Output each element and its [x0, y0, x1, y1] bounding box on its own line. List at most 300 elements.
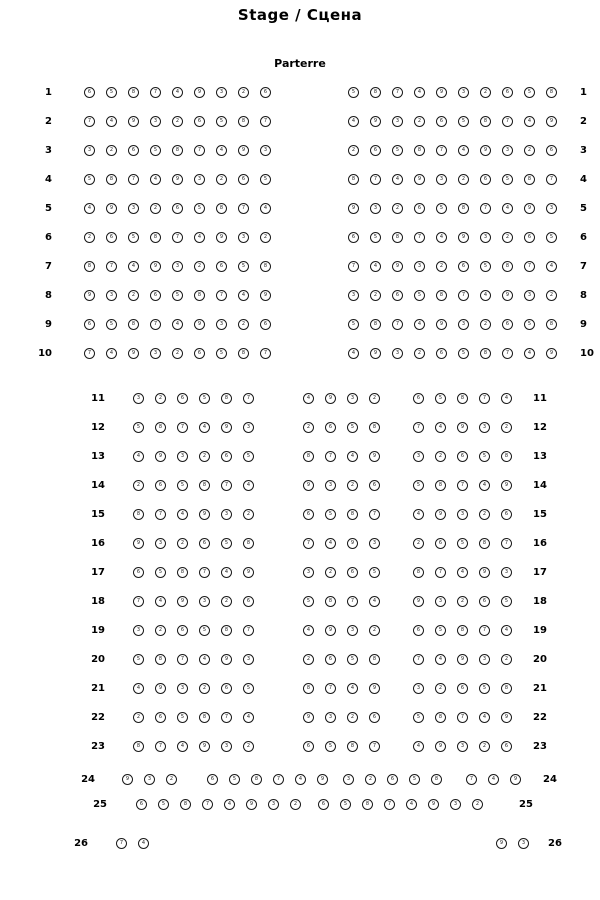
seat-circle-icon[interactable] [194, 348, 205, 359]
seat-circle-icon[interactable] [348, 174, 359, 185]
seat-circle-icon[interactable] [172, 348, 183, 359]
seat-circle-icon[interactable] [194, 232, 205, 243]
seat-circle-icon[interactable] [317, 774, 328, 785]
seat-circle-icon[interactable] [524, 87, 535, 98]
seat-circle-icon[interactable] [177, 538, 188, 549]
seat-circle-icon[interactable] [303, 422, 314, 433]
seat-circle-icon[interactable] [290, 799, 301, 810]
seat-circle-icon[interactable] [150, 232, 161, 243]
seat-circle-icon[interactable] [84, 116, 95, 127]
seat-circle-icon[interactable] [155, 683, 166, 694]
seat-circle-icon[interactable] [150, 203, 161, 214]
seat-circle-icon[interactable] [216, 203, 227, 214]
seat-circle-icon[interactable] [435, 422, 446, 433]
seat-circle-icon[interactable] [436, 174, 447, 185]
seat-circle-icon[interactable] [435, 654, 446, 665]
seat-circle-icon[interactable] [347, 683, 358, 694]
seat-circle-icon[interactable] [370, 203, 381, 214]
seat-circle-icon[interactable] [243, 654, 254, 665]
seat-circle-icon[interactable] [502, 348, 513, 359]
seat-circle-icon[interactable] [458, 348, 469, 359]
seat-circle-icon[interactable] [414, 290, 425, 301]
seat-circle-icon[interactable] [303, 712, 314, 723]
seat-circle-icon[interactable] [155, 625, 166, 636]
seat-circle-icon[interactable] [413, 712, 424, 723]
seat-circle-icon[interactable] [518, 838, 529, 849]
seat-circle-icon[interactable] [347, 567, 358, 578]
seat-circle-icon[interactable] [502, 290, 513, 301]
seat-circle-icon[interactable] [546, 319, 557, 330]
seat-circle-icon[interactable] [370, 290, 381, 301]
seat-circle-icon[interactable] [501, 538, 512, 549]
seat-circle-icon[interactable] [348, 290, 359, 301]
seat-circle-icon[interactable] [524, 145, 535, 156]
seat-circle-icon[interactable] [155, 451, 166, 462]
seat-circle-icon[interactable] [150, 174, 161, 185]
seat-circle-icon[interactable] [479, 480, 490, 491]
seat-circle-icon[interactable] [502, 319, 513, 330]
seat-circle-icon[interactable] [150, 261, 161, 272]
seat-circle-icon[interactable] [133, 509, 144, 520]
seat-circle-icon[interactable] [457, 712, 468, 723]
seat-circle-icon[interactable] [199, 480, 210, 491]
seat-circle-icon[interactable] [303, 451, 314, 462]
seat-circle-icon[interactable] [435, 625, 446, 636]
seat-circle-icon[interactable] [106, 319, 117, 330]
seat-circle-icon[interactable] [246, 799, 257, 810]
seat-circle-icon[interactable] [458, 87, 469, 98]
seat-circle-icon[interactable] [480, 319, 491, 330]
seat-circle-icon[interactable] [106, 232, 117, 243]
seat-circle-icon[interactable] [199, 741, 210, 752]
seat-circle-icon[interactable] [457, 509, 468, 520]
seat-circle-icon[interactable] [369, 654, 380, 665]
seat-circle-icon[interactable] [106, 348, 117, 359]
seat-circle-icon[interactable] [260, 319, 271, 330]
seat-circle-icon[interactable] [458, 145, 469, 156]
seat-circle-icon[interactable] [414, 348, 425, 359]
seat-circle-icon[interactable] [325, 596, 336, 607]
seat-circle-icon[interactable] [501, 654, 512, 665]
seat-circle-icon[interactable] [348, 87, 359, 98]
seat-circle-icon[interactable] [501, 422, 512, 433]
seat-circle-icon[interactable] [347, 422, 358, 433]
seat-circle-icon[interactable] [347, 596, 358, 607]
seat-circle-icon[interactable] [325, 480, 336, 491]
seat-circle-icon[interactable] [479, 683, 490, 694]
seat-circle-icon[interactable] [84, 348, 95, 359]
seat-circle-icon[interactable] [177, 509, 188, 520]
seat-circle-icon[interactable] [199, 393, 210, 404]
seat-circle-icon[interactable] [435, 567, 446, 578]
seat-circle-icon[interactable] [502, 116, 513, 127]
seat-circle-icon[interactable] [457, 683, 468, 694]
seat-circle-icon[interactable] [413, 480, 424, 491]
seat-circle-icon[interactable] [524, 348, 535, 359]
seat-circle-icon[interactable] [260, 203, 271, 214]
seat-circle-icon[interactable] [221, 393, 232, 404]
seat-circle-icon[interactable] [199, 596, 210, 607]
seat-circle-icon[interactable] [177, 596, 188, 607]
seat-circle-icon[interactable] [106, 174, 117, 185]
seat-circle-icon[interactable] [501, 596, 512, 607]
seat-circle-icon[interactable] [221, 567, 232, 578]
seat-circle-icon[interactable] [180, 799, 191, 810]
seat-circle-icon[interactable] [457, 538, 468, 549]
seat-circle-icon[interactable] [435, 538, 446, 549]
seat-circle-icon[interactable] [243, 451, 254, 462]
seat-circle-icon[interactable] [216, 174, 227, 185]
seat-circle-icon[interactable] [221, 509, 232, 520]
seat-circle-icon[interactable] [436, 348, 447, 359]
seat-circle-icon[interactable] [202, 799, 213, 810]
seat-circle-icon[interactable] [502, 145, 513, 156]
seat-circle-icon[interactable] [370, 145, 381, 156]
seat-circle-icon[interactable] [221, 451, 232, 462]
seat-circle-icon[interactable] [84, 290, 95, 301]
seat-circle-icon[interactable] [325, 567, 336, 578]
seat-circle-icon[interactable] [340, 799, 351, 810]
seat-circle-icon[interactable] [501, 393, 512, 404]
seat-circle-icon[interactable] [435, 712, 446, 723]
seat-circle-icon[interactable] [303, 596, 314, 607]
seat-circle-icon[interactable] [369, 712, 380, 723]
seat-circle-icon[interactable] [216, 319, 227, 330]
seat-circle-icon[interactable] [260, 348, 271, 359]
seat-circle-icon[interactable] [221, 654, 232, 665]
seat-circle-icon[interactable] [502, 87, 513, 98]
seat-circle-icon[interactable] [524, 232, 535, 243]
seat-circle-icon[interactable] [133, 480, 144, 491]
seat-circle-icon[interactable] [172, 174, 183, 185]
seat-circle-icon[interactable] [138, 838, 149, 849]
seat-circle-icon[interactable] [177, 422, 188, 433]
seat-circle-icon[interactable] [435, 393, 446, 404]
seat-circle-icon[interactable] [194, 290, 205, 301]
seat-circle-icon[interactable] [172, 116, 183, 127]
seat-circle-icon[interactable] [392, 290, 403, 301]
seat-circle-icon[interactable] [303, 393, 314, 404]
seat-circle-icon[interactable] [546, 116, 557, 127]
seat-circle-icon[interactable] [457, 567, 468, 578]
seat-circle-icon[interactable] [116, 838, 127, 849]
seat-circle-icon[interactable] [414, 116, 425, 127]
seat-circle-icon[interactable] [458, 232, 469, 243]
seat-circle-icon[interactable] [133, 422, 144, 433]
seat-circle-icon[interactable] [216, 232, 227, 243]
seat-circle-icon[interactable] [106, 203, 117, 214]
seat-circle-icon[interactable] [458, 319, 469, 330]
seat-circle-icon[interactable] [155, 480, 166, 491]
seat-circle-icon[interactable] [392, 348, 403, 359]
seat-circle-icon[interactable] [466, 774, 477, 785]
seat-circle-icon[interactable] [365, 774, 376, 785]
seat-circle-icon[interactable] [243, 422, 254, 433]
seat-circle-icon[interactable] [177, 683, 188, 694]
seat-circle-icon[interactable] [260, 232, 271, 243]
seat-circle-icon[interactable] [221, 712, 232, 723]
seat-circle-icon[interactable] [216, 290, 227, 301]
seat-circle-icon[interactable] [414, 174, 425, 185]
seat-circle-icon[interactable] [243, 480, 254, 491]
seat-circle-icon[interactable] [480, 145, 491, 156]
seat-circle-icon[interactable] [428, 799, 439, 810]
seat-circle-icon[interactable] [413, 683, 424, 694]
seat-circle-icon[interactable] [243, 538, 254, 549]
seat-circle-icon[interactable] [457, 625, 468, 636]
seat-circle-icon[interactable] [177, 567, 188, 578]
seat-circle-icon[interactable] [260, 116, 271, 127]
seat-circle-icon[interactable] [546, 203, 557, 214]
seat-circle-icon[interactable] [133, 741, 144, 752]
seat-circle-icon[interactable] [488, 774, 499, 785]
seat-circle-icon[interactable] [199, 712, 210, 723]
seat-circle-icon[interactable] [348, 319, 359, 330]
seat-circle-icon[interactable] [501, 451, 512, 462]
seat-circle-icon[interactable] [413, 596, 424, 607]
seat-circle-icon[interactable] [199, 625, 210, 636]
seat-circle-icon[interactable] [150, 290, 161, 301]
seat-circle-icon[interactable] [369, 422, 380, 433]
seat-circle-icon[interactable] [501, 712, 512, 723]
seat-circle-icon[interactable] [150, 116, 161, 127]
seat-circle-icon[interactable] [370, 261, 381, 272]
seat-circle-icon[interactable] [370, 174, 381, 185]
seat-circle-icon[interactable] [177, 625, 188, 636]
seat-circle-icon[interactable] [343, 774, 354, 785]
seat-circle-icon[interactable] [392, 203, 403, 214]
seat-circle-icon[interactable] [194, 261, 205, 272]
seat-circle-icon[interactable] [457, 480, 468, 491]
seat-circle-icon[interactable] [84, 145, 95, 156]
seat-circle-icon[interactable] [370, 232, 381, 243]
seat-circle-icon[interactable] [369, 509, 380, 520]
seat-circle-icon[interactable] [479, 567, 490, 578]
seat-circle-icon[interactable] [303, 683, 314, 694]
seat-circle-icon[interactable] [369, 625, 380, 636]
seat-circle-icon[interactable] [199, 422, 210, 433]
seat-circle-icon[interactable] [216, 116, 227, 127]
seat-circle-icon[interactable] [303, 509, 314, 520]
seat-circle-icon[interactable] [325, 654, 336, 665]
seat-circle-icon[interactable] [435, 741, 446, 752]
seat-circle-icon[interactable] [194, 319, 205, 330]
seat-circle-icon[interactable] [144, 774, 155, 785]
seat-circle-icon[interactable] [414, 261, 425, 272]
seat-circle-icon[interactable] [480, 116, 491, 127]
seat-circle-icon[interactable] [479, 393, 490, 404]
seat-circle-icon[interactable] [480, 203, 491, 214]
seat-circle-icon[interactable] [243, 712, 254, 723]
seat-circle-icon[interactable] [413, 567, 424, 578]
seat-circle-icon[interactable] [502, 203, 513, 214]
seat-circle-icon[interactable] [128, 174, 139, 185]
seat-circle-icon[interactable] [436, 232, 447, 243]
seat-circle-icon[interactable] [524, 261, 535, 272]
seat-circle-icon[interactable] [369, 567, 380, 578]
seat-circle-icon[interactable] [216, 261, 227, 272]
seat-circle-icon[interactable] [348, 145, 359, 156]
seat-circle-icon[interactable] [431, 774, 442, 785]
seat-circle-icon[interactable] [224, 799, 235, 810]
seat-circle-icon[interactable] [128, 145, 139, 156]
seat-circle-icon[interactable] [369, 480, 380, 491]
seat-circle-icon[interactable] [303, 625, 314, 636]
seat-circle-icon[interactable] [216, 145, 227, 156]
seat-circle-icon[interactable] [251, 774, 262, 785]
seat-circle-icon[interactable] [347, 741, 358, 752]
seat-circle-icon[interactable] [238, 319, 249, 330]
seat-circle-icon[interactable] [238, 174, 249, 185]
seat-circle-icon[interactable] [392, 87, 403, 98]
seat-circle-icon[interactable] [480, 87, 491, 98]
seat-circle-icon[interactable] [303, 654, 314, 665]
seat-circle-icon[interactable] [216, 87, 227, 98]
seat-circle-icon[interactable] [177, 451, 188, 462]
seat-circle-icon[interactable] [524, 116, 535, 127]
seat-circle-icon[interactable] [221, 538, 232, 549]
seat-circle-icon[interactable] [325, 393, 336, 404]
seat-circle-icon[interactable] [106, 116, 117, 127]
seat-circle-icon[interactable] [369, 683, 380, 694]
seat-circle-icon[interactable] [480, 261, 491, 272]
seat-circle-icon[interactable] [347, 509, 358, 520]
seat-circle-icon[interactable] [158, 799, 169, 810]
seat-circle-icon[interactable] [84, 87, 95, 98]
seat-circle-icon[interactable] [199, 538, 210, 549]
seat-circle-icon[interactable] [479, 625, 490, 636]
seat-circle-icon[interactable] [546, 145, 557, 156]
seat-circle-icon[interactable] [479, 451, 490, 462]
seat-circle-icon[interactable] [260, 174, 271, 185]
seat-circle-icon[interactable] [436, 319, 447, 330]
seat-circle-icon[interactable] [243, 393, 254, 404]
seat-circle-icon[interactable] [347, 480, 358, 491]
seat-circle-icon[interactable] [414, 145, 425, 156]
seat-circle-icon[interactable] [221, 683, 232, 694]
seat-circle-icon[interactable] [348, 348, 359, 359]
seat-circle-icon[interactable] [303, 741, 314, 752]
seat-circle-icon[interactable] [155, 741, 166, 752]
seat-circle-icon[interactable] [414, 232, 425, 243]
seat-circle-icon[interactable] [502, 232, 513, 243]
seat-circle-icon[interactable] [155, 654, 166, 665]
seat-circle-icon[interactable] [325, 422, 336, 433]
seat-circle-icon[interactable] [238, 116, 249, 127]
seat-circle-icon[interactable] [436, 290, 447, 301]
seat-circle-icon[interactable] [458, 261, 469, 272]
seat-circle-icon[interactable] [369, 741, 380, 752]
seat-circle-icon[interactable] [524, 203, 535, 214]
seat-circle-icon[interactable] [546, 290, 557, 301]
seat-circle-icon[interactable] [106, 145, 117, 156]
seat-circle-icon[interactable] [501, 509, 512, 520]
seat-circle-icon[interactable] [414, 319, 425, 330]
seat-circle-icon[interactable] [546, 87, 557, 98]
seat-circle-icon[interactable] [238, 203, 249, 214]
seat-circle-icon[interactable] [392, 232, 403, 243]
seat-circle-icon[interactable] [479, 654, 490, 665]
seat-circle-icon[interactable] [457, 654, 468, 665]
seat-circle-icon[interactable] [194, 116, 205, 127]
seat-circle-icon[interactable] [413, 509, 424, 520]
seat-circle-icon[interactable] [496, 838, 507, 849]
seat-circle-icon[interactable] [238, 232, 249, 243]
seat-circle-icon[interactable] [172, 319, 183, 330]
seat-circle-icon[interactable] [325, 509, 336, 520]
seat-circle-icon[interactable] [177, 712, 188, 723]
seat-circle-icon[interactable] [413, 625, 424, 636]
seat-circle-icon[interactable] [199, 683, 210, 694]
seat-circle-icon[interactable] [243, 596, 254, 607]
seat-circle-icon[interactable] [128, 232, 139, 243]
seat-circle-icon[interactable] [177, 480, 188, 491]
seat-circle-icon[interactable] [84, 232, 95, 243]
seat-circle-icon[interactable] [472, 799, 483, 810]
seat-circle-icon[interactable] [260, 290, 271, 301]
seat-circle-icon[interactable] [348, 261, 359, 272]
seat-circle-icon[interactable] [295, 774, 306, 785]
seat-circle-icon[interactable] [480, 348, 491, 359]
seat-circle-icon[interactable] [150, 145, 161, 156]
seat-circle-icon[interactable] [546, 348, 557, 359]
seat-circle-icon[interactable] [177, 393, 188, 404]
seat-circle-icon[interactable] [387, 774, 398, 785]
seat-circle-icon[interactable] [413, 654, 424, 665]
seat-circle-icon[interactable] [325, 683, 336, 694]
seat-circle-icon[interactable] [370, 87, 381, 98]
seat-circle-icon[interactable] [479, 509, 490, 520]
seat-circle-icon[interactable] [155, 422, 166, 433]
seat-circle-icon[interactable] [128, 319, 139, 330]
seat-circle-icon[interactable] [347, 393, 358, 404]
seat-circle-icon[interactable] [479, 712, 490, 723]
seat-circle-icon[interactable] [392, 261, 403, 272]
seat-circle-icon[interactable] [413, 451, 424, 462]
seat-circle-icon[interactable] [435, 683, 446, 694]
seat-circle-icon[interactable] [303, 567, 314, 578]
seat-circle-icon[interactable] [221, 625, 232, 636]
seat-circle-icon[interactable] [155, 712, 166, 723]
seat-circle-icon[interactable] [122, 774, 133, 785]
seat-circle-icon[interactable] [216, 348, 227, 359]
seat-circle-icon[interactable] [457, 422, 468, 433]
seat-circle-icon[interactable] [133, 567, 144, 578]
seat-circle-icon[interactable] [177, 741, 188, 752]
seat-circle-icon[interactable] [172, 232, 183, 243]
seat-circle-icon[interactable] [370, 348, 381, 359]
seat-circle-icon[interactable] [128, 87, 139, 98]
seat-circle-icon[interactable] [458, 174, 469, 185]
seat-circle-icon[interactable] [369, 538, 380, 549]
seat-circle-icon[interactable] [155, 509, 166, 520]
seat-circle-icon[interactable] [229, 774, 240, 785]
seat-circle-icon[interactable] [479, 596, 490, 607]
seat-circle-icon[interactable] [325, 712, 336, 723]
seat-circle-icon[interactable] [84, 261, 95, 272]
seat-circle-icon[interactable] [166, 774, 177, 785]
seat-circle-icon[interactable] [268, 799, 279, 810]
seat-circle-icon[interactable] [546, 232, 557, 243]
seat-circle-icon[interactable] [106, 290, 117, 301]
seat-circle-icon[interactable] [84, 174, 95, 185]
seat-circle-icon[interactable] [480, 174, 491, 185]
seat-circle-icon[interactable] [128, 203, 139, 214]
seat-circle-icon[interactable] [194, 145, 205, 156]
seat-circle-icon[interactable] [510, 774, 521, 785]
seat-circle-icon[interactable] [155, 567, 166, 578]
seat-circle-icon[interactable] [501, 480, 512, 491]
